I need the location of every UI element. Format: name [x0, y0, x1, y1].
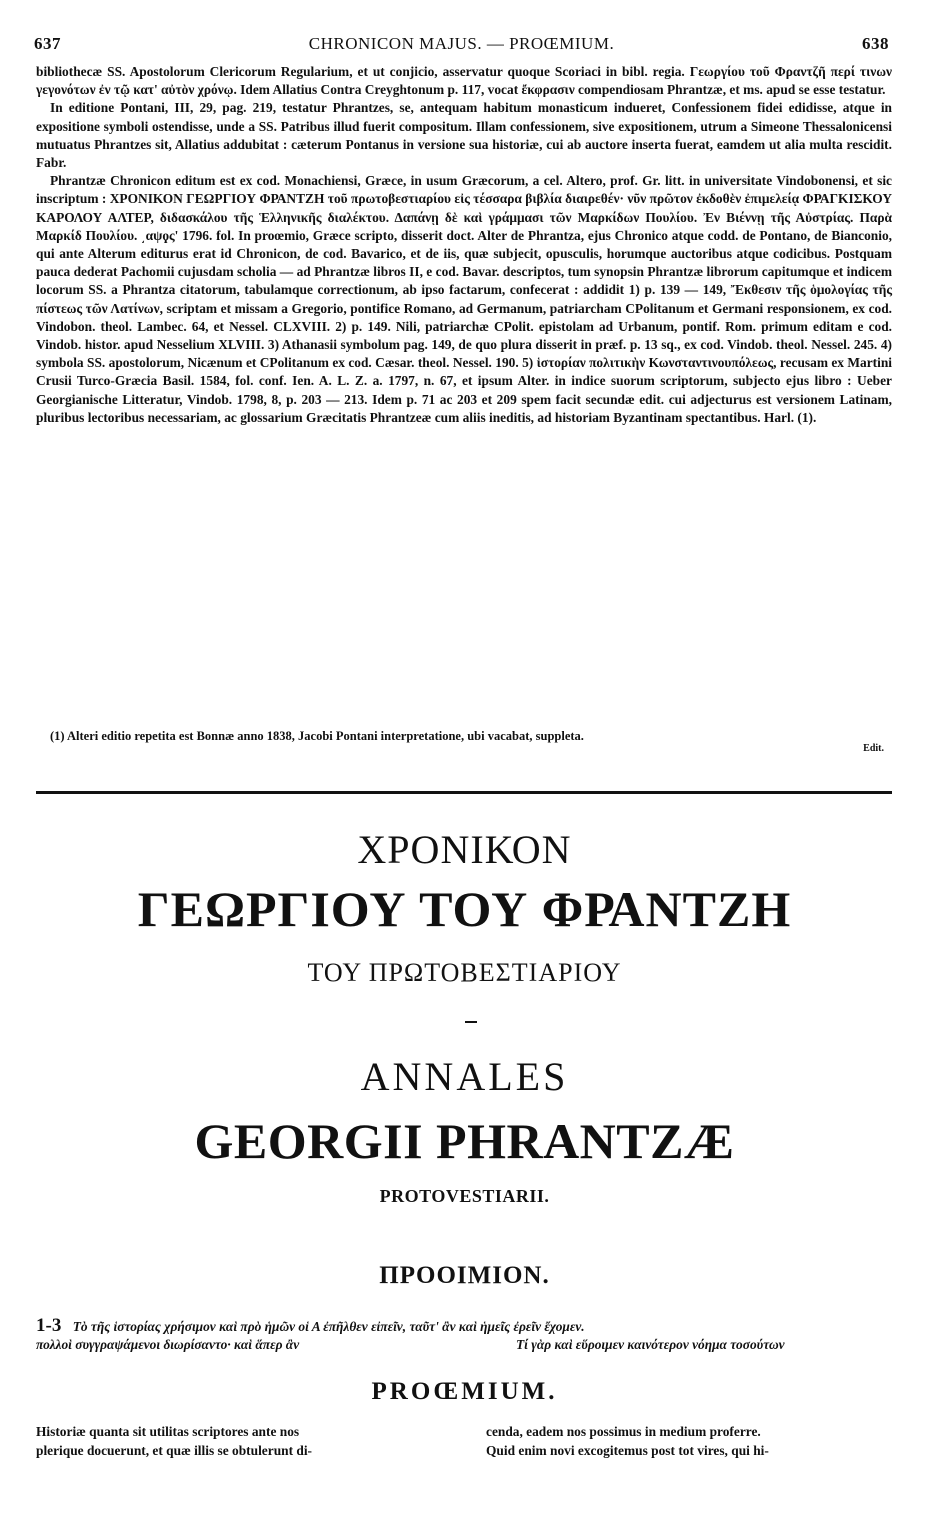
greek-line-2a: πολλοὶ συγγραψάμενοι διωρίσαντο· καὶ ἅπερ ἂν	[36, 1337, 300, 1352]
footnote-signature: Edit.	[863, 743, 884, 754]
footnote	[36, 728, 884, 757]
greek-line-1	[36, 1316, 585, 1336]
title-greek-author: ΓΕΩΡΓΙΟΥ ΤΟΥ ΦΡΑΝΤΖΗ	[137, 881, 792, 937]
paragraph-3: Phrantzæ Chronicon editum est ex cod. Monachiensi, Græce, in usum Græcorum, a cel. Altero, prof. Gr. litt. in universitate Vindobonensi, et sic inscriptum : ΧΡΟΝΙΚΟΝ ΓΕΩΡΓΙΟΥ ΦΡΑΝΤΖΗ τοῦ πρωτοβεστιαρίου εἰς τέσσαρα βιβλία διαιρεθέν· νῦν πρῶτον ἐκδοθὲν ἐπιμελείᾳ ΦΡΑΓΚΙΣΚΟΥ ΚΑΡΟΛΟΥ ΑΛΤΕΡ, διδασκάλου τῆς Ἑλληνικῆς διαλέκτου. Δαπάνῃ δὲ καὶ γράμμασι τῶν Μαρκίδων Πουλίου. Ἐν Βιέννῃ τῆς Αὐστρίας. Παρὰ Μαρκίδ Πουλίου. ͵αψϙς' 1796. fol. In proœmio, Græce scripto, disserit doct. Alter de Phrantza, ejus Chronico atque codd. de Pontano, de Bianconio, qui ante Alterum editurus erat id Chronicon, de cod. Bavarico, et de iis, quæ subjecit, opusculis, horumque auctoribus atque codicibus. Postquam pauca dederat Pachomii cujusdam scholia — ad Phrantzæ libros II, e cod. Bavar. descriptos, tum synopsin Phrantzæ librorum capitumque et indicem locorum SS. a Phrantza citatorum, tabulamque correctionum, ab ipso factarum, confecerat : addidit 1) p. 139 — 149, Ἔκθεσιν τῆς ὁμολογίας τῆς πίστεως τῶν Λατίνων, scriptam et missam a Gregorio, pontifice Romano, ad Germanum, patriarcham CPolitanum et Germani responsionem, ex cod. Vindobon. theol. Lambec. 64, et Nessel. CLXVIII. 2) p. 149. Nili, patriarchæ CPolit. epistolam ad Urbanum, pontif. Rom. primum editam e cod. Vindob. histor. apud Nesselium XLVIII. 3) Athanasii symbolum pag. 149, de quo plura disserit in præf. p. 13 sq., ex cod. Vindob. theol. Nessel. 245. 4) symbola SS. apostolorum, Nicænum et CPolitanum ex cod. Cæsar. theol. Nessel. 190. 5) ἱστορίαν πολιτικὴν Κωνσταντινουπόλεως, recusam ex Martini Crusii Turco-Græcia Basil. 1584, fol. conf. Ien. A. L. Z. a. 1797, n. 67, et ipsum Alter. in indice suorum scriptorum, subjecto ejus libro : Ueber Georgianische Litteratur, Vindob. 1798, 8, p. 203 — 213. Idem p. 71 ac 203 et 209 spem facit secundæ edit. cui adjecturus est versionem Latinam, pluribus lectoribus necessariam, ac glossarium Græcitatis Phrantzeæ cum aliis ineditis, ad historiam Byzantinam spectantibus. Harl. (1).	[36, 173, 892, 425]
main-text	[36, 63, 892, 427]
section-divider	[36, 791, 892, 794]
latin-left-line: plerique docuerunt, et quæ illis se obtulerunt di-	[36, 1443, 313, 1458]
heading-latin-prooemium: PROŒMIUM.	[371, 1378, 558, 1405]
page-number-left: 637	[34, 34, 61, 53]
title-greek-protovestiarius: ΤΟΥ ΠΡΩΤΟΒΕΣΤΙΑΡΙΟΥ	[307, 958, 622, 987]
latin-left-line: Historiæ quanta sit utilitas scriptores ante nos	[36, 1424, 300, 1439]
title-dash	[465, 1021, 477, 1023]
title-latin-protovestiarii: PROTOVESTIARII.	[379, 1186, 550, 1206]
footnote-text: (1) Alteri editio repetita est Bonnæ anno 1838, Jacobi Pontani interpretatione, ubi vacabat, suppleta.	[50, 729, 584, 743]
page-header	[34, 34, 889, 60]
latin-right-line: Quid enim novi excogitemus post tot vires, qui hi-	[486, 1443, 769, 1458]
title-latin-annales: ANNALES	[360, 1054, 569, 1099]
paragraph-2: In editione Pontani, III, 29, pag. 219, testatur Phrantzes, se, antequam habitum monasticum indueret, Confessionem fidei edidisse, atque in expositione symboli ostendisse, unde a SS. Patribus illud fuerit compositum. Illam confessionem, sive expositionem, utrum a Simeone Thessalonicensi mutuatus Phrantzes sit, Allatius addubitat : cæterum Pontanus in versione sua historiæ, cui ab auctore inserta fuerat, eamdem ut alia multa rescidit. Fabr.	[36, 100, 892, 171]
page-number-right: 638	[862, 34, 889, 53]
latin-column-right	[486, 1422, 896, 1460]
latin-right-line: cenda, eadem nos possimus in medium proferre.	[486, 1424, 761, 1439]
title-latin-author: GEORGII PHRANTZÆ	[194, 1113, 735, 1169]
verse-number: 1-3	[36, 1315, 62, 1336]
greek-text-block	[36, 1315, 892, 1352]
greek-line-2b: Τί γὰρ καὶ εὕροιμεν καινότερον νόημα τοσούτων	[516, 1337, 785, 1352]
running-title: CHRONICON MAJUS. — PROŒMIUM.	[308, 34, 615, 53]
paragraph-1: bibliothecæ SS. Apostolorum Clericorum Regularium, et ut conjicio, asservatur quoque Scoriaci in bibl. regia. Γεωργίου τοῦ Φραντζῆ περί τινων γεγονότων ἐν τῷ κατ' αὐτὸν χρόνῳ. Idem Allatius Contra Creyghtonum p. 117, vocat ἔκφρασιν compendiosam Phrantzæ, et ms. apud se esse testatur.	[36, 64, 892, 98]
title-greek-chronicon: ΧΡΟΝΙΚΟΝ	[357, 827, 572, 872]
heading-greek-prooimion: ΠΡΟΟΙΜΙΟΝ.	[379, 1262, 550, 1289]
latin-column-left	[36, 1422, 466, 1460]
greek-line-1-text: Τὸ τῆς ἱστορίας χρήσιμον καὶ πρὸ ἡμῶν οἱ Α ἐπῆλθεν εἰπεῖν, ταῦτ' ἂν καὶ ἡμεῖς ἐρεῖν ἔχομεν.	[72, 1319, 585, 1334]
